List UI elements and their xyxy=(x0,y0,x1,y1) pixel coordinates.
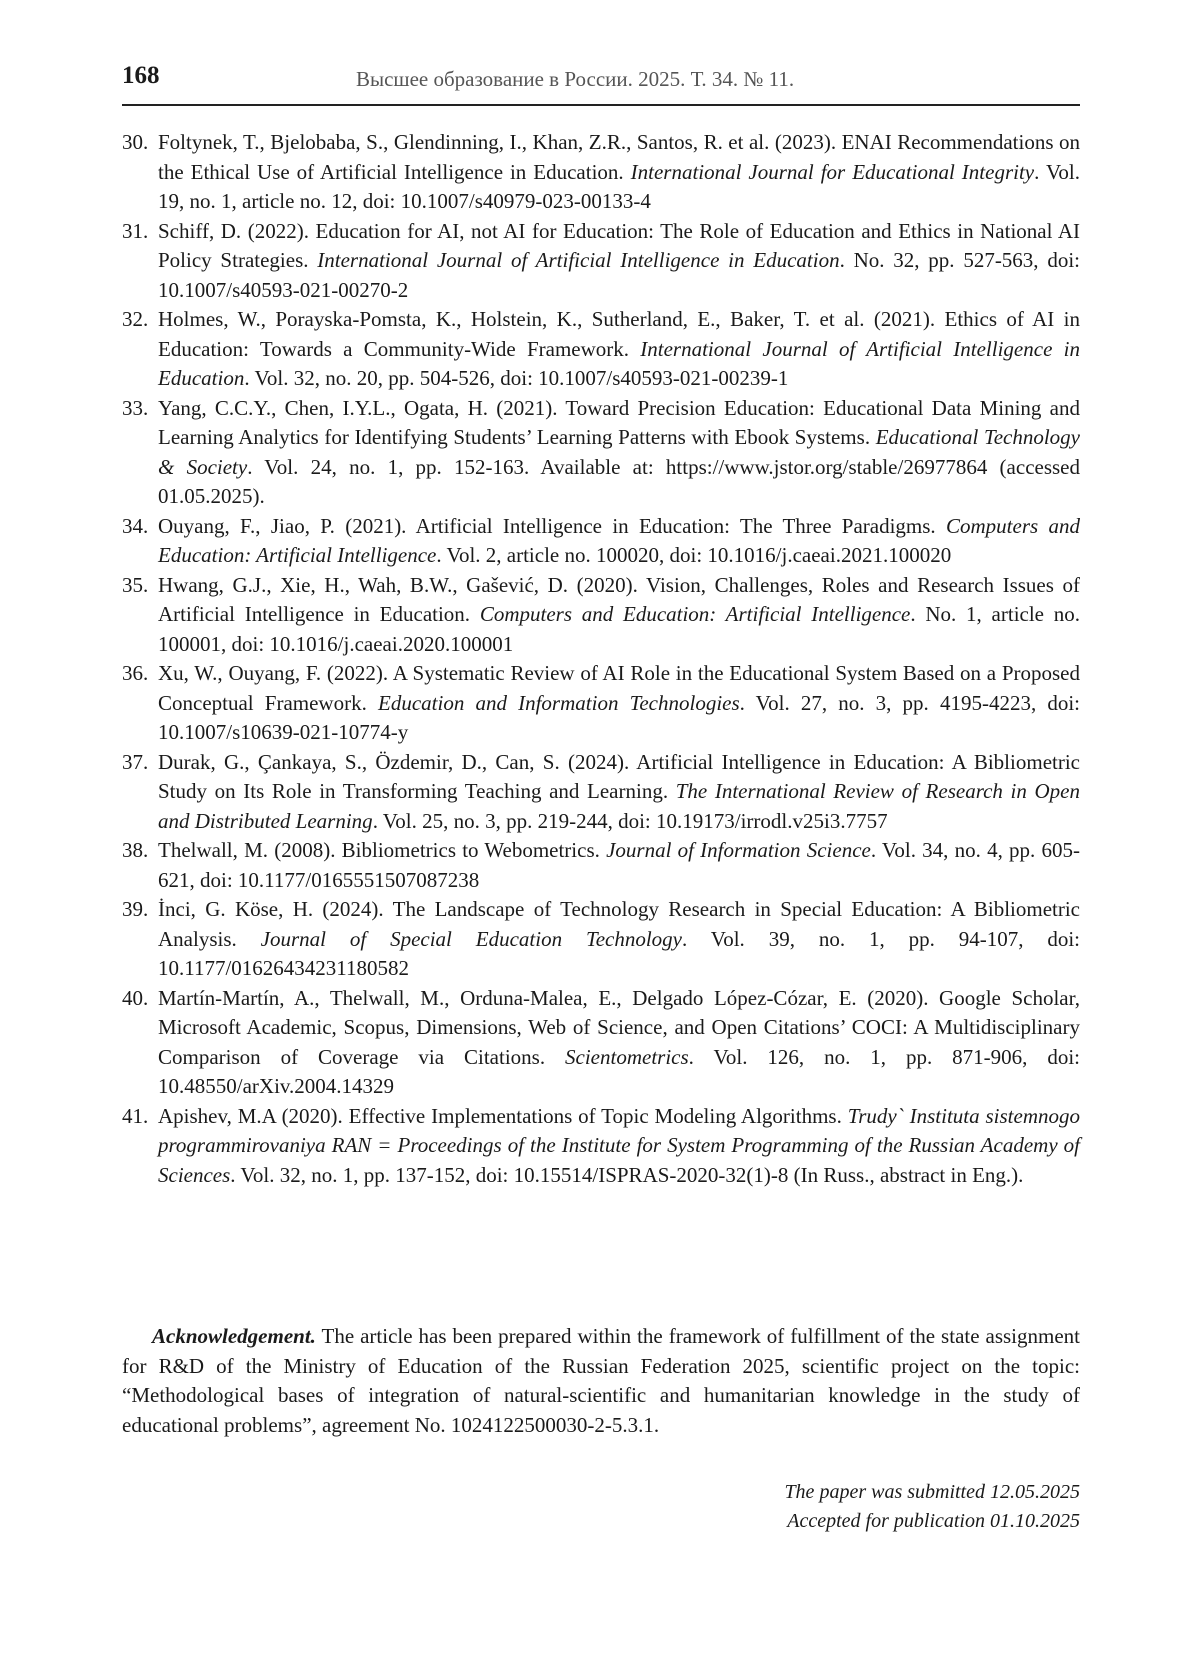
page-number: 168 xyxy=(122,62,160,89)
accepted-date: Accepted for publication 01.10.2025 xyxy=(787,1510,1080,1532)
reference-item xyxy=(122,836,1080,895)
reference-item xyxy=(122,1102,1080,1191)
reference-item xyxy=(122,748,1080,837)
reference-text: Thelwall, M. (2008). Bibliometrics to Webometrics. Journal of Information Science. Vol. 34, no. 4, pp. 605-621, doi: 10.1177/0165551507087238 xyxy=(158,838,1080,892)
reference-number: 39. xyxy=(122,897,149,921)
acknowledgement xyxy=(122,1322,1080,1440)
reference-item xyxy=(122,512,1080,571)
reference-number: 35. xyxy=(122,572,149,597)
reference-text: İnci, G. Köse, H. (2024). The Landscape of Technology Research in Special Education: A Bibliometric Analysis. Journal of Special Education Technology. Vol. 39, no. 1, pp. 94-107, doi: 10.1177/01626434231180582 xyxy=(158,897,1081,980)
reference-number: 32. xyxy=(122,307,149,331)
reference-item xyxy=(122,394,1080,512)
reference-item xyxy=(122,128,1080,217)
reference-text: Holmes, W., Porayska-Pomsta, K., Holstein, K., Sutherland, E., Baker, T. et al. (2021). Ethics of AI in Education: Towards a Community-Wide Framework. International Journal of Artificial Intelligence in Education. Vol. 32, no. 20, pp. 504-526, doi: 10.1007/s40593-021-00239-1 xyxy=(158,307,1080,390)
reference-list xyxy=(122,128,1080,1190)
reference-item xyxy=(122,217,1080,306)
reference-number: 38. xyxy=(122,838,149,862)
reference-item xyxy=(122,571,1080,660)
submission-dates xyxy=(784,1478,1080,1536)
reference-number: 34. xyxy=(122,513,149,538)
acknowledgement-text: The article has been prepared within the framework of fulfillment of the state assignment for R&D of the Ministry of Education of the Russian Federation 2025, scientific project on the topic: “Methodological bases of integration of natural-scientific and humanitarian knowledge in the study of educational problems”, agreement No. 1024122500030-2-5.3.1. xyxy=(122,1324,1080,1437)
acknowledgement-label: Acknowledgement. xyxy=(152,1324,316,1348)
reference-item xyxy=(122,305,1080,394)
reference-text: Hwang, G.J., Xie, H., Wah, B.W., Gašević, D. (2020). Vision, Challenges, Roles and Research Issues of Artificial Intelligence in Education. Computers and Education: Artificial Intelligence. No. 1, article no. 100001, doi: 10.1016/j.caeai.2020.100001 xyxy=(158,572,1081,656)
reference-text: Xu, W., Ouyang, F. (2022). A Systematic Review of AI Role in the Educational System Based on a Proposed Conceptual Framework. Education and Information Technologies. Vol. 27, no. 3, pp. 4195-4223, doi: 10.1007/s10639-021-10774-y xyxy=(158,661,1081,744)
reference-number: 31. xyxy=(122,218,149,243)
reference-number: 33. xyxy=(122,395,149,420)
reference-text: Ouyang, F., Jiao, P. (2021). Artificial Intelligence in Education: The Three Paradigms. Computers and Education: Artificial Intelligence. Vol. 2, article no. 100020, doi: 10.1016/j.caeai.2021.100020 xyxy=(158,513,1080,567)
reference-number: 41. xyxy=(122,1103,149,1128)
reference-text: Schiff, D. (2022). Education for AI, not AI for Education: The Role of Education and Ethics in National AI Policy Strategies. International Journal of Artificial Intelligence in Education. No. 32, pp. 527-563, doi: 10.1007/s40593-021-00270-2 xyxy=(158,218,1080,302)
page-header xyxy=(122,62,1080,106)
submitted-date: The paper was submitted 12.05.2025 xyxy=(784,1481,1080,1503)
reference-text: Apishev, M.A (2020). Effective Implementations of Topic Modeling Algorithms. Trudy` Instituta sistemnogo programmirovaniya RAN = Proceedings of the Institute for System Programming of the Russian Academy of Sciences. Vol. 32, no. 1, pp. 137-152, doi: 10.15514/ISPRAS-2020-32(1)-8 (In Russ., abstract in Eng.). xyxy=(158,1103,1080,1187)
reference-number: 37. xyxy=(122,749,149,774)
reference-text: Yang, C.C.Y., Chen, I.Y.L., Ogata, H. (2021). Toward Precision Education: Educational Data Mining and Learning Analytics for Identifying Students’ Learning Patterns with Ebook Systems. Educational Technology & Society. Vol. 24, no. 1, pp. 152-163. Available at: https://www.jstor.org/stable/26977864 (accessed 01.05.2025). xyxy=(158,395,1080,508)
reference-number: 36. xyxy=(122,661,149,685)
header-divider xyxy=(122,104,1080,106)
reference-text: Durak, G., Çankaya, S., Özdemir, D., Can, S. (2024). Artificial Intelligence in Education: A Bibliometric Study on Its Role in Transforming Teaching and Learning. The International Review of Research in Open and Distributed Learning. Vol. 25, no. 3, pp. 219-244, doi: 10.19173/irrodl.v25i3.7757 xyxy=(158,749,1080,833)
reference-text: Foltynek, T., Bjelobaba, S., Glendinning, I., Khan, Z.R., Santos, R. et al. (2023). ENAI Recommendations on the Ethical Use of Artificial Intelligence in Education. International Journal for Educational Integrity. Vol. 19, no. 1, article no. 12, doi: 10.1007/s40979-023-00133-4 xyxy=(158,130,1081,213)
reference-text: Martín-Martín, A., Thelwall, M., Orduna-Malea, E., Delgado López-Cózar, E. (2020). Google Scholar, Microsoft Academic, Scopus, Dimensions, Web of Science, and Open Citations’ COCI: A Multidisciplinary Comparison of Coverage via Citations. Scientometrics. Vol. 126, no. 1, pp. 871-906, doi: 10.48550/arXiv.2004.14329 xyxy=(158,985,1080,1098)
reference-item xyxy=(122,984,1080,1102)
reference-item xyxy=(122,895,1080,984)
reference-item xyxy=(122,659,1080,748)
reference-number: 30. xyxy=(122,130,149,154)
reference-number: 40. xyxy=(122,985,149,1010)
running-title: Высшее образование в России. 2025. Т. 34. № 11. xyxy=(356,67,795,91)
